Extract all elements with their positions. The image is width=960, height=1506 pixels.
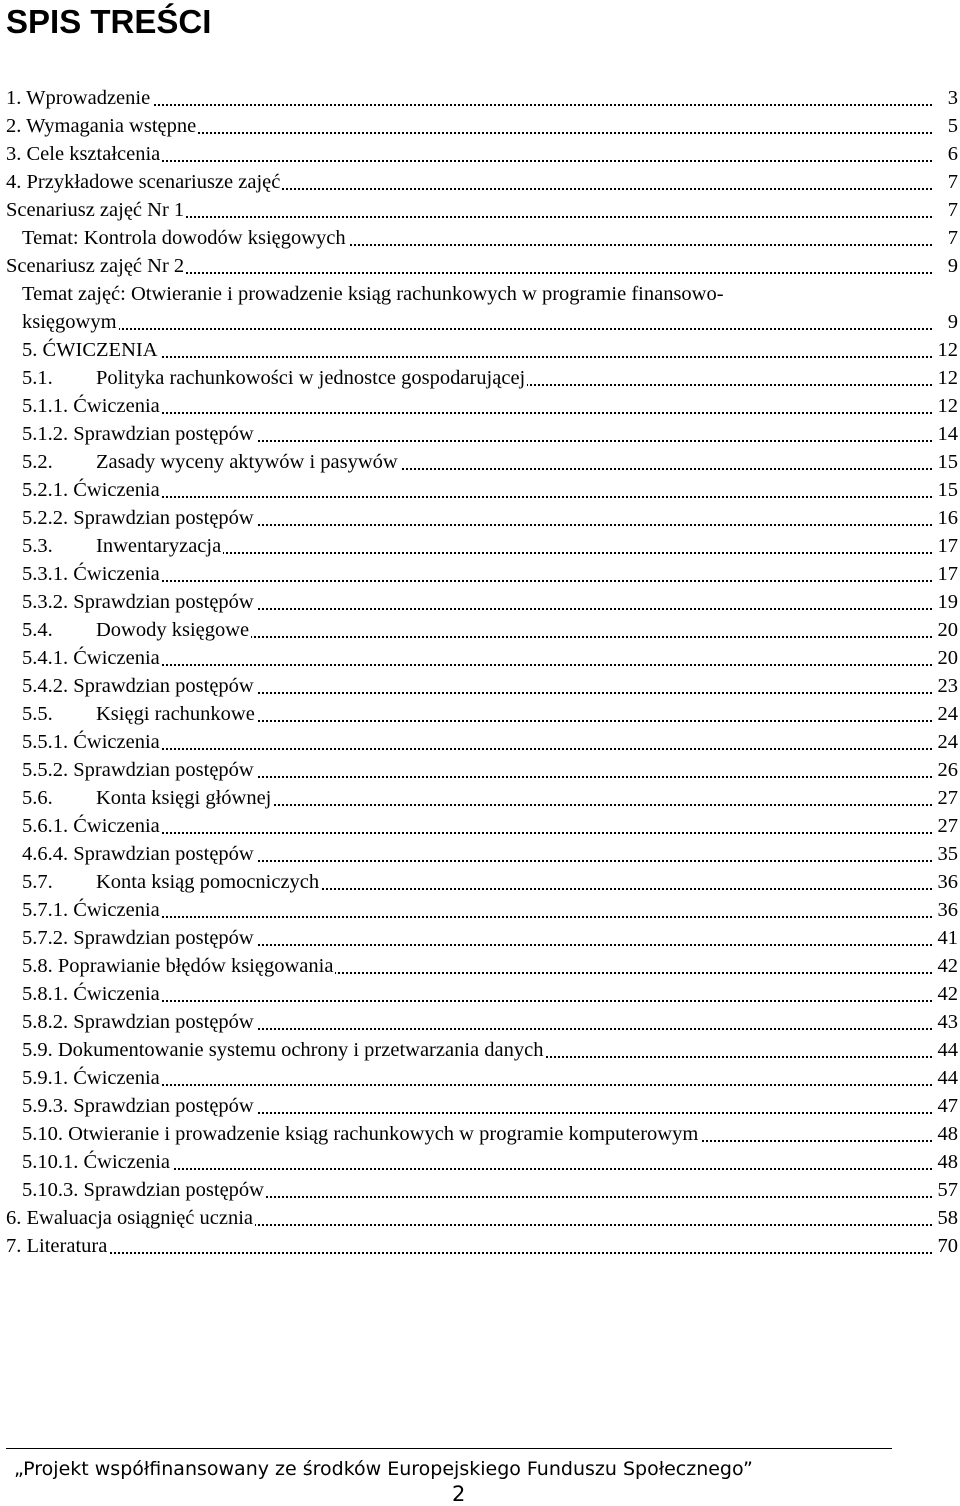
- toc-entry-label: [22, 616, 251, 644]
- toc-entry-text: 5.10. Otwieranie i prowadzenie ksiąg rachunkowych w programie komputerowym: [22, 1123, 699, 1145]
- toc-entry-label: [22, 812, 162, 840]
- toc-entry-text: 5.9.1. Ćwiczenia: [22, 1067, 160, 1089]
- toc-entry[interactable]: [22, 1036, 958, 1064]
- toc-entry-text: 3. Cele kształcenia: [6, 143, 161, 165]
- toc-entry[interactable]: [6, 1232, 958, 1260]
- toc-entry-page: 23: [932, 672, 958, 700]
- toc-entry-label: [22, 1176, 266, 1204]
- toc-entry[interactable]: [22, 364, 958, 392]
- toc-entry-text: 5.10.3. Sprawdzian postępów: [22, 1179, 264, 1201]
- toc-entry-text: 5. ĆWICZENIA: [22, 339, 158, 361]
- toc-entry-text: 5.7.1. Ćwiczenia: [22, 899, 160, 921]
- toc-entry-text: Inwentaryzacja: [96, 535, 222, 557]
- toc-entry-text: 5.9.3. Sprawdzian postępów: [22, 1095, 254, 1117]
- footer-divider: [6, 1448, 892, 1449]
- toc-entry-page: 14: [932, 420, 958, 448]
- toc-entry-text: Dowody księgowe: [96, 619, 250, 641]
- toc-entry[interactable]: [22, 756, 958, 784]
- toc-entry-page: 12: [932, 336, 958, 364]
- toc-entry-text: 5.1.2. Sprawdzian postępów: [22, 423, 254, 445]
- toc-entry[interactable]: [22, 840, 958, 868]
- page-number: 2: [452, 1482, 466, 1506]
- toc-entry[interactable]: [22, 672, 958, 700]
- toc-entry-page: 3: [932, 84, 958, 112]
- toc-entry-text: 5.9. Dokumentowanie systemu ochrony i przetwarzania danych: [22, 1039, 544, 1061]
- toc-entry-label: [22, 504, 256, 532]
- toc-entry-label: [22, 1008, 256, 1036]
- toc-entry[interactable]: [22, 308, 958, 336]
- toc-entry-text: Temat zajęć: Otwieranie i prowadzenie ksiąg rachunkowych w programie finansowo-: [22, 283, 724, 305]
- toc-entry-page: 41: [932, 924, 958, 952]
- toc-entry[interactable]: [22, 700, 958, 728]
- footer-text: „Projekt współfinansowany ze środków Europejskiego Funduszu Społecznego”: [14, 1458, 753, 1480]
- toc-entry-label: [22, 476, 162, 504]
- toc-entry-text: 5.8.2. Sprawdzian postępów: [22, 1011, 254, 1033]
- toc-entry-page: 15: [932, 448, 958, 476]
- toc-entry-text: 5.6.1. Ćwiczenia: [22, 815, 160, 837]
- toc-entry-label: [6, 1204, 255, 1232]
- toc-entry-label: [22, 1064, 162, 1092]
- toc-entry-text: 2. Wymagania wstępne: [6, 115, 197, 137]
- toc-entry-page: 5: [932, 112, 958, 140]
- toc-entry-label: [22, 700, 257, 728]
- toc-entry-label: [6, 196, 186, 224]
- toc-entry[interactable]: [22, 420, 958, 448]
- toc-entry[interactable]: [6, 140, 958, 168]
- toc-entry[interactable]: [6, 252, 958, 280]
- toc-entry-text: 4. Przykładowe scenariusze zajęć: [6, 171, 281, 193]
- toc-entry-label: [22, 924, 256, 952]
- toc-entry-text: 5.2.1. Ćwiczenia: [22, 479, 160, 501]
- toc-entry-text: 5.10.1. Ćwiczenia: [22, 1151, 171, 1173]
- toc-entry-page: 26: [932, 756, 958, 784]
- toc-entry-text: 1. Wprowadzenie: [6, 87, 151, 109]
- toc-entry-text: 4.6.4. Sprawdzian postępów: [22, 843, 254, 865]
- toc-entry-label: [22, 784, 273, 812]
- toc-entry-label: [22, 588, 256, 616]
- toc-entry-number: 5.5.: [22, 703, 53, 725]
- toc-entry-page: 47: [932, 1092, 958, 1120]
- toc-entry-page: 43: [932, 1008, 958, 1036]
- toc-entry[interactable]: [22, 504, 958, 532]
- toc-entry-label: [22, 728, 162, 756]
- toc-entry[interactable]: [22, 896, 958, 924]
- toc-entry[interactable]: [22, 224, 958, 252]
- toc-entry[interactable]: [22, 980, 958, 1008]
- toc-dot-leader: [22, 328, 932, 330]
- toc-entry-label: [22, 560, 162, 588]
- toc-entry[interactable]: [6, 84, 958, 112]
- toc-entry[interactable]: [22, 784, 958, 812]
- toc-entry-label: [22, 644, 162, 672]
- toc-entry-label: [22, 448, 400, 476]
- toc-entry-page: 24: [932, 700, 958, 728]
- toc-entry[interactable]: [22, 1064, 958, 1092]
- toc-entry-page: 20: [932, 616, 958, 644]
- toc-entry[interactable]: [6, 168, 958, 196]
- toc-entry-text: Konta ksiąg pomocniczych: [96, 871, 320, 893]
- toc-entry[interactable]: [22, 532, 958, 560]
- toc-entry[interactable]: [22, 644, 958, 672]
- toc-entry-label: [22, 1120, 700, 1148]
- toc-entry-page: 15: [932, 476, 958, 504]
- toc-entry-page: 24: [932, 728, 958, 756]
- toc-entry[interactable]: [22, 728, 958, 756]
- toc-entry-page: 42: [932, 980, 958, 1008]
- toc-entry[interactable]: [22, 448, 958, 476]
- toc-entry-label: [6, 112, 198, 140]
- toc-entry-label: [22, 896, 162, 924]
- toc-entry-label: [22, 280, 726, 308]
- toc-entry[interactable]: [22, 924, 958, 952]
- toc-entry-page: 48: [932, 1148, 958, 1176]
- toc-entry-text: Polityka rachunkowości w jednostce gospodarującej: [96, 367, 526, 389]
- page-title: SPIS TREŚCI: [6, 3, 212, 40]
- toc-entry[interactable]: [22, 616, 958, 644]
- toc-entry-page: 17: [932, 532, 958, 560]
- toc-entry-text: Konta księgi głównej: [96, 787, 272, 809]
- toc-entry-page: 58: [932, 1204, 958, 1232]
- toc-entry-label: [22, 868, 321, 896]
- toc-entry[interactable]: [22, 1120, 958, 1148]
- toc-entry[interactable]: [6, 196, 958, 224]
- toc-entry-page: 20: [932, 644, 958, 672]
- toc-entry-page: 27: [932, 812, 958, 840]
- toc-entry-text: Scenariusz zajęć Nr 2: [6, 255, 185, 277]
- toc-entry-page: 27: [932, 784, 958, 812]
- toc-entry-label: [22, 532, 223, 560]
- toc-entry-text: 6. Ewaluacja osiągnięć ucznia: [6, 1207, 254, 1229]
- toc-entry-text: 5.3.1. Ćwiczenia: [22, 563, 160, 585]
- toc-entry-text: Księgi rachunkowe: [96, 703, 255, 725]
- toc-entry-text: Zasady wyceny aktywów i pasywów: [96, 451, 398, 473]
- toc-entry-page: 16: [932, 504, 958, 532]
- toc-entry[interactable]: [22, 336, 958, 364]
- toc-entry[interactable]: [22, 476, 958, 504]
- toc-entry-text: 5.4.2. Sprawdzian postępów: [22, 675, 254, 697]
- toc-entry-page: 44: [932, 1064, 958, 1092]
- toc-entry-label: [22, 336, 160, 364]
- toc-entry-label: [22, 392, 162, 420]
- toc-entry-page: 12: [932, 364, 958, 392]
- toc-entry-text: 5.5.2. Sprawdzian postępów: [22, 759, 254, 781]
- toc-entry-text: 5.5.1. Ćwiczenia: [22, 731, 160, 753]
- toc-entry-text: 5.3.2. Sprawdzian postępów: [22, 591, 254, 613]
- toc-entry[interactable]: [22, 588, 958, 616]
- toc-entry[interactable]: [22, 1008, 958, 1036]
- toc-entry-page: 36: [932, 868, 958, 896]
- toc-entry-text: 5.1.1. Ćwiczenia: [22, 395, 160, 417]
- toc-entry-label: [22, 672, 256, 700]
- toc-entry-number: 5.1.: [22, 367, 53, 389]
- toc-entry-page: 48: [932, 1120, 958, 1148]
- toc-entry-number: 5.7.: [22, 871, 53, 893]
- toc-entry[interactable]: [22, 1092, 958, 1120]
- toc-entry-page: 42: [932, 952, 958, 980]
- toc-entry-label: [6, 252, 186, 280]
- toc-entry-number: 5.4.: [22, 619, 53, 641]
- toc-entry-text: 5.2.2. Sprawdzian postępów: [22, 507, 254, 529]
- toc-entry-text: Scenariusz zajęć Nr 1: [6, 199, 185, 221]
- toc-entry-number: 5.2.: [22, 451, 53, 473]
- toc-entry-label: [22, 952, 335, 980]
- toc-entry-label: [6, 84, 152, 112]
- toc-entry-number: 5.6.: [22, 787, 53, 809]
- toc-entry[interactable]: [22, 952, 958, 980]
- toc-entry-page: 57: [932, 1176, 958, 1204]
- toc-entry-page: 9: [932, 252, 958, 280]
- toc-entry-label: [22, 364, 527, 392]
- toc-entry-text: Temat: Kontrola dowodów księgowych: [22, 227, 346, 249]
- toc-entry-label: [22, 308, 119, 336]
- toc-entry-page: 44: [932, 1036, 958, 1064]
- toc-entry-text: księgowym: [22, 311, 117, 333]
- toc-entry-label: [22, 420, 256, 448]
- toc-entry-label: [22, 756, 256, 784]
- toc-dot-leader: [6, 1252, 932, 1254]
- toc-entry-page: 6: [932, 140, 958, 168]
- toc-entry-label: [6, 168, 282, 196]
- toc-entry-label: [22, 1036, 545, 1064]
- toc-entry-page: 12: [932, 392, 958, 420]
- toc-entry-page: 36: [932, 896, 958, 924]
- toc-entry[interactable]: [22, 1176, 958, 1204]
- toc-entry[interactable]: [6, 1204, 958, 1232]
- toc-entry-page: 17: [932, 560, 958, 588]
- toc-entry-text: 5.8.1. Ćwiczenia: [22, 983, 160, 1005]
- toc-entry[interactable]: [22, 560, 958, 588]
- toc-entry-label: [22, 840, 256, 868]
- toc-entry[interactable]: [22, 1148, 958, 1176]
- toc-entry-text: 5.8. Poprawianie błędów księgowania: [22, 955, 334, 977]
- toc-entry-label: [22, 224, 348, 252]
- toc-entry-label: [6, 140, 162, 168]
- toc-entry[interactable]: [22, 868, 958, 896]
- toc-entry[interactable]: [22, 280, 958, 308]
- toc-entry-page: 9: [932, 308, 958, 336]
- toc-entry[interactable]: [22, 392, 958, 420]
- toc-entry-number: 5.3.: [22, 535, 53, 557]
- toc-entry-page: 7: [932, 196, 958, 224]
- toc-entry-label: [22, 1148, 172, 1176]
- toc-entry[interactable]: [22, 812, 958, 840]
- toc-entry-page: 19: [932, 588, 958, 616]
- toc-entry[interactable]: [6, 112, 958, 140]
- toc-entry-text: 5.7.2. Sprawdzian postępów: [22, 927, 254, 949]
- toc-entry-label: [6, 1232, 109, 1260]
- toc-entry-text: 5.4.1. Ćwiczenia: [22, 647, 160, 669]
- toc-entry-page: 7: [932, 168, 958, 196]
- toc-entry-text: 7. Literatura: [6, 1235, 108, 1257]
- toc-entry-page: 70: [932, 1232, 958, 1260]
- toc-entry-label: [22, 980, 162, 1008]
- toc-entry-label: [22, 1092, 256, 1120]
- toc-entry-page: 35: [932, 840, 958, 868]
- toc-entry-page: 7: [932, 224, 958, 252]
